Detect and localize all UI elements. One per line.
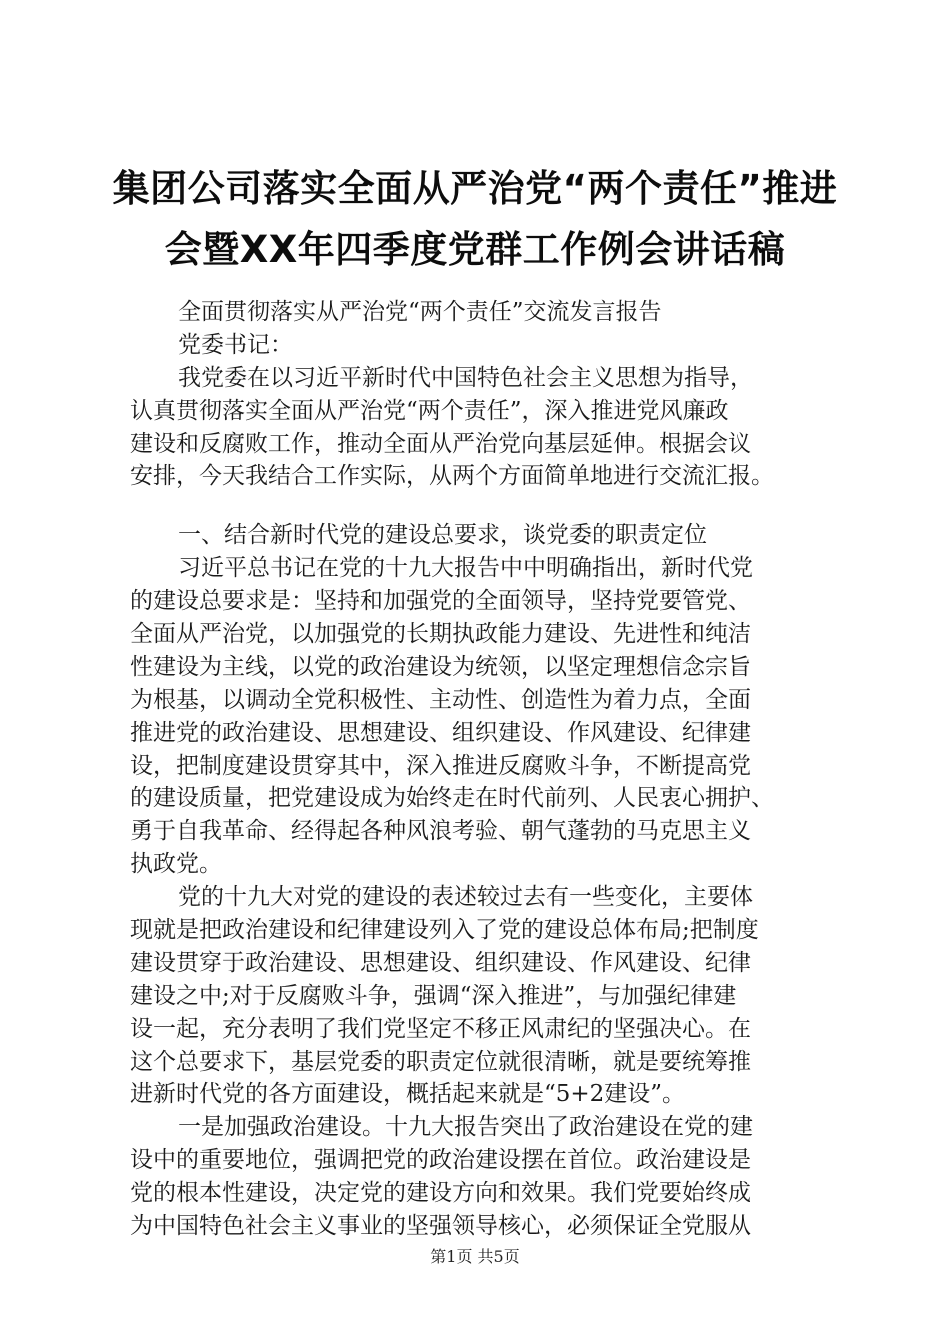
text-line: 习近平总书记在党的十九大报告中中明确指出，新时代党 (178, 555, 753, 582)
text-line: 的建设总要求是：坚持和加强党的全面领导，坚持党要管党、 (130, 588, 751, 615)
text-line: 进新时代党的各方面建设，概括起来就是“5+2建设”。 (130, 1081, 686, 1108)
text-line: 一是加强政治建设。十九大报告突出了政治建设在党的建 (178, 1114, 753, 1141)
text-line: 全面从严治党，以加强党的长期执政能力建设、先进性和纯洁 (130, 621, 751, 648)
document-body (130, 296, 830, 1243)
text-line: 的建设质量，把党建设成为始终走在时代前列、人民衷心拥护、 (130, 785, 774, 812)
text-line: 全面贯彻落实从严治党“两个责任”交流发言报告 (178, 299, 662, 325)
text-line: 为中国特色社会主义事业的坚强领导核心，必须保证全党服从 (130, 1213, 751, 1240)
text-line: 安排，今天我结合工作实际，从两个方面简单地进行交流汇报。 (130, 463, 774, 490)
text-line: 党委书记： (178, 331, 293, 358)
text-line: 建设之中;对于反腐败斗争，强调“深入推进”，与加强纪律建 (130, 982, 737, 1009)
text-line: 党的十九大对党的建设的表述较过去有一些变化，主要体 (178, 884, 753, 911)
text-line: 勇于自我革命、经得起各种风浪考验、朝气蓬勃的马克思主义 (130, 818, 751, 845)
text-line: 设中的重要地位，强调把党的政治建设摆在首位。政治建设是 (130, 1147, 751, 1174)
paragraph-gap (130, 493, 830, 519)
text-line: 执政党。 (130, 851, 222, 878)
page-footer: 第1页 共5页 (430, 1247, 520, 1266)
text-line: 建设贯穿于政治建设、思想建设、组织建设、作风建设、纪律 (130, 949, 751, 976)
text-line: 我党委在以习近平新时代中国特色社会主义思想为指导， (178, 364, 753, 391)
text-line: 设，把制度建设贯穿其中，深入推进反腐败斗争，不断提高党 (130, 752, 751, 779)
text-line: 性建设为主线，以党的政治建设为统领，以坚定理想信念宗旨 (130, 653, 751, 680)
text-line: 党的根本性建设，决定党的建设方向和效果。我们党要始终成 (130, 1180, 751, 1207)
text-line: 这个总要求下，基层党委的职责定位就很清晰，就是要统筹推 (130, 1048, 751, 1075)
text-line: 设一起，充分表明了我们党坚定不移正风肃纪的坚强决心。在 (130, 1015, 751, 1042)
document-title-line-1: 集团公司落实全面从严治党“两个责任”推进 (112, 167, 838, 210)
text-line: 为根基，以调动全党积极性、主动性、创造性为着力点，全面 (130, 686, 751, 713)
document-title-line-2: 会暨XX年四季度党群工作例会讲话稿 (164, 228, 786, 271)
text-line: 建设和反腐败工作，推动全面从严治党向基层延伸。根据会议 (130, 430, 751, 457)
text-line: 认真贯彻落实全面从严治党“两个责任”，深入推进党风廉政 (130, 397, 729, 424)
text-line: 一、结合新时代党的建设总要求，谈党委的职责定位 (178, 522, 707, 549)
text-line: 推进党的政治建设、思想建设、组织建设、作风建设、纪律建 (130, 719, 751, 746)
text-line: 现就是把政治建设和纪律建设列入了党的建设总体布局;把制度 (130, 917, 759, 944)
